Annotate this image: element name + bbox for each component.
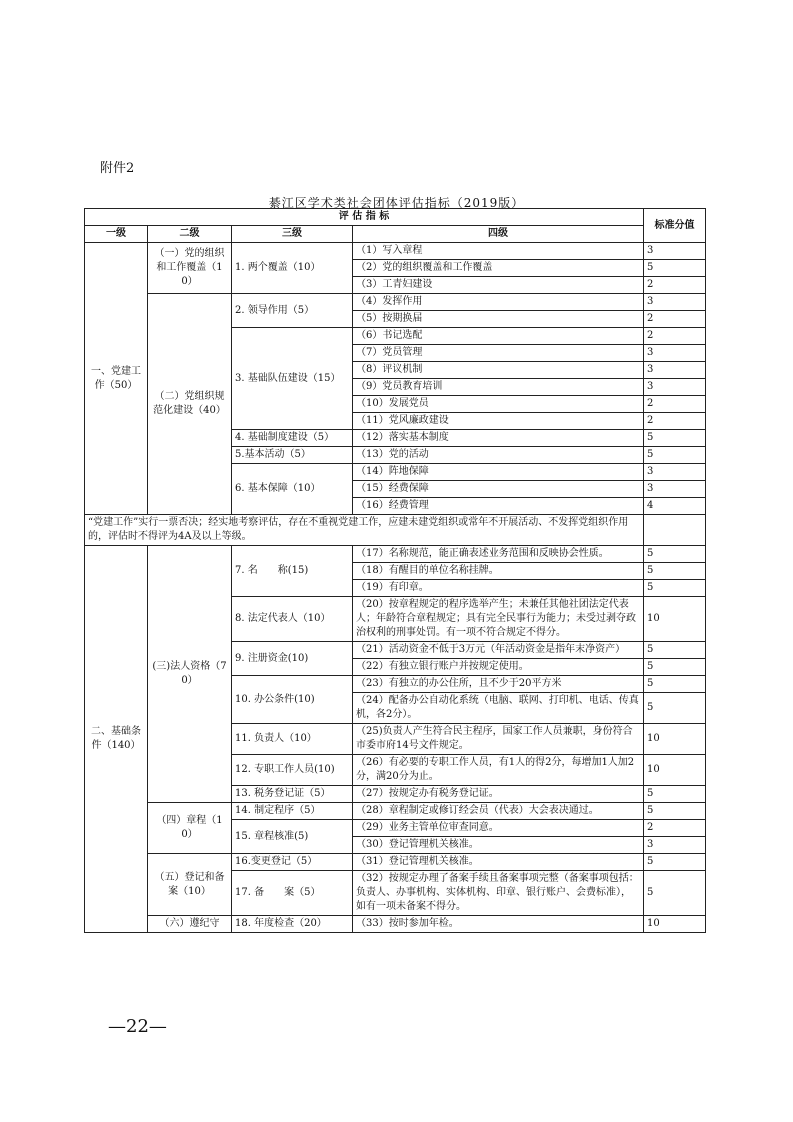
item-score: 5: [644, 546, 706, 563]
evaluation-table: [84, 208, 706, 933]
item-score: 4: [644, 498, 706, 515]
level3-annual-check: 18. 年度检查（20）: [232, 916, 353, 933]
level3-capital: 9. 注册资金(10): [232, 642, 353, 676]
item-text: （19）有印章。: [353, 580, 644, 597]
item-score: 3: [644, 379, 706, 396]
item-text: （11）党风廉政建设: [353, 413, 644, 430]
item-text: （21）活动资金不低于3万元（年活动资金是指年末净资产）: [353, 642, 644, 659]
item-text: （18）有醒目的单位名称挂牌。: [353, 563, 644, 580]
item-score: 5: [644, 803, 706, 820]
item-text: （25)负责人产生符合民主程序，国家工作人员兼职，身份符合市委市府14号文件规定。: [353, 724, 644, 755]
level3-guarantee: 6. 基本保障（10）: [232, 464, 353, 515]
item-score: 5: [644, 871, 706, 916]
item-text: （22）有独立银行账户并按规定使用。: [353, 659, 644, 676]
item-score: 5: [644, 563, 706, 580]
item-text: （5）按期换届: [353, 311, 644, 328]
item-score: 2: [644, 328, 706, 345]
item-text: （8）评议机制: [353, 362, 644, 379]
level3-procedure: 14. 制定程序（5）: [232, 803, 353, 820]
level3-staff: 12. 专职工作人员(10): [232, 755, 353, 786]
level3-leadership: 2. 领导作用（5）: [232, 294, 353, 328]
level3-approval: 15. 章程核准(5): [232, 820, 353, 854]
item-score: 5: [644, 786, 706, 803]
item-score: 5: [644, 676, 706, 693]
item-score: 5: [644, 642, 706, 659]
level3-record: 17. 备 案（5）: [232, 871, 353, 916]
level3-name: 7. 名 称(15): [232, 546, 353, 597]
item-text: （27）按规定办有税务登记证。: [353, 786, 644, 803]
item-score: 10: [644, 916, 706, 933]
item-text: （1）写入章程: [353, 243, 644, 260]
item-text: （24）配备办公自动化系统（电脑、联网、打印机、电话、传真机，各2分）。: [353, 693, 644, 724]
header-level-4: 四级: [353, 226, 644, 243]
header-score: 标准分值: [644, 209, 706, 243]
item-score: 2: [644, 277, 706, 294]
level1-party: 一、党建工作（50）: [85, 243, 148, 515]
item-text: （26）有必要的专职工作人员，有1人的得2分，每增加1人加2分，满20分为止。: [353, 755, 644, 786]
item-score: 10: [644, 724, 706, 755]
empty-cell: [644, 515, 706, 546]
item-text: （6）书记选配: [353, 328, 644, 345]
level2-org-standard: （二）党组织规范化建设（40）: [148, 294, 232, 515]
item-score: 3: [644, 362, 706, 379]
level3-two-coverage: 1. 两个覆盖（10）: [232, 243, 353, 294]
party-veto-note: “党建工作”实行一票否决；经实地考察评估，存在不重视党建工作，应建未建党组织或常年不开展活动、不发挥党组织作用的，评估时不得评为4A及以上等级。: [85, 515, 644, 546]
item-score: 5: [644, 447, 706, 464]
level3-legal-rep: 8. 法定代表人（10）: [232, 597, 353, 642]
item-score: 5: [644, 260, 706, 277]
item-score: 2: [644, 413, 706, 430]
item-score: 2: [644, 820, 706, 837]
level3-change-reg: 16.变更登记（5）: [232, 854, 353, 871]
level3-office: 10. 办公条件(10): [232, 676, 353, 724]
level2-legal: (三)法人资格（70）: [148, 546, 232, 803]
item-text: （14）阵地保障: [353, 464, 644, 481]
level2-registration: （五）登记和备案（10）: [148, 854, 232, 916]
item-text: （28）章程制定或修订经会员（代表）大会表决通过。: [353, 803, 644, 820]
header-level-2: 二级: [148, 226, 232, 243]
header-level-1: 一级: [85, 226, 148, 243]
attachment-label: 附件2: [100, 161, 135, 176]
item-score: 3: [644, 464, 706, 481]
item-score: 2: [644, 396, 706, 413]
item-text: （17）名称规范，能正确表述业务范围和反映协会性质。: [353, 546, 644, 563]
item-text: （30）登记管理机关核准。: [353, 837, 644, 854]
level3-head: 11. 负责人（10）: [232, 724, 353, 755]
document-title: 綦江区学术类社会团体评估指标（2019版）: [268, 196, 525, 210]
item-text: （23）有独立的办公住所，且不少于20平方米: [353, 676, 644, 693]
level3-system: 4. 基础制度建设（5）: [232, 430, 353, 447]
page-number: —22—: [108, 1016, 167, 1037]
item-text: （7）党员管理: [353, 345, 644, 362]
item-text: （2）党的组织覆盖和工作覆盖: [353, 260, 644, 277]
item-score: 3: [644, 294, 706, 311]
item-score: 10: [644, 755, 706, 786]
item-text: （16）经费管理: [353, 498, 644, 515]
header-indicators: 评 估 指 标: [85, 209, 644, 226]
level2-charter: （四）章程（10）: [148, 803, 232, 854]
level2-org-coverage: （一）党的组织和工作覆盖（10）: [148, 243, 232, 294]
item-text: （20）按章程规定的程序选举产生；未兼任其他社团法定代表人；年龄符合章程规定；具有完全民事行为能力；未受过剥夺政治权利的刑事处罚。有一项不符合规定不得分。: [353, 597, 644, 642]
item-text: （33）按时参加年检。: [353, 916, 644, 933]
item-score: 3: [644, 243, 706, 260]
item-text: （3）工青妇建设: [353, 277, 644, 294]
level3-activity: 5.基本活动（5）: [232, 447, 353, 464]
item-text: （4）发挥作用: [353, 294, 644, 311]
item-text: （32）按规定办理了备案手续且备案事项完整（备案事项包括：负责人、办事机构、实体机构、印章、银行账户、会费标准），如有一项未备案不得分。: [353, 871, 644, 916]
item-text: （10）发展党员: [353, 396, 644, 413]
item-text: （12）落实基本制度: [353, 430, 644, 447]
item-text: （9）党员教育培训: [353, 379, 644, 396]
item-text: （29）业务主管单位审查同意。: [353, 820, 644, 837]
item-score: 5: [644, 854, 706, 871]
level1-basic: 二、基础条件（140）: [85, 546, 148, 933]
item-text: （13）党的活动: [353, 447, 644, 464]
item-text: （15）经费保障: [353, 481, 644, 498]
item-score: 3: [644, 345, 706, 362]
item-score: 2: [644, 311, 706, 328]
item-score: 3: [644, 481, 706, 498]
item-score: 10: [644, 597, 706, 642]
item-score: 5: [644, 430, 706, 447]
level3-tax: 13. 税务登记证（5）: [232, 786, 353, 803]
item-score: 5: [644, 659, 706, 676]
item-score: 3: [644, 837, 706, 854]
header-level-3: 三级: [232, 226, 353, 243]
item-text: （31）登记管理机关核准。: [353, 854, 644, 871]
item-score: 5: [644, 693, 706, 724]
item-score: 5: [644, 580, 706, 597]
level3-team: 3. 基础队伍建设（15）: [232, 328, 353, 430]
level2-law: （六）遵纪守: [148, 916, 232, 933]
